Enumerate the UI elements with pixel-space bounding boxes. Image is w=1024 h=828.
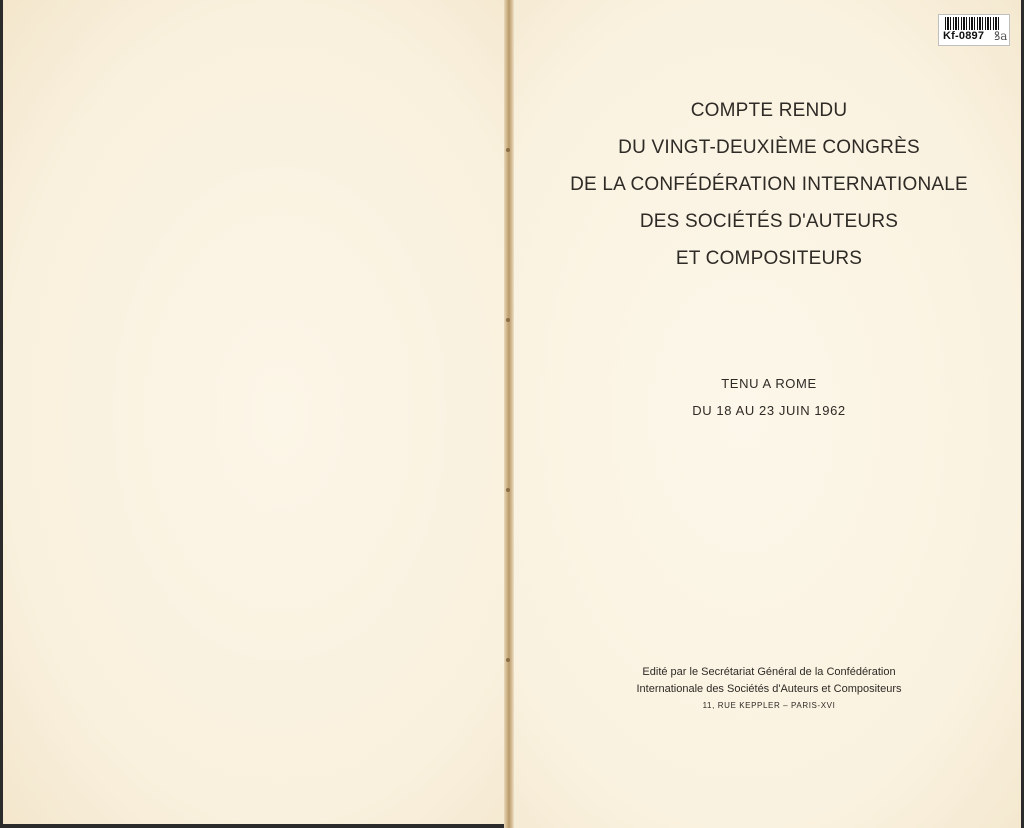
title-line: DE LA CONFÉDÉRATION INTERNATIONALE [570, 174, 968, 195]
shelf-code: Kf-0897 [943, 30, 985, 42]
binding-stitch [506, 488, 510, 492]
binding-stitch [506, 318, 510, 322]
document-title [514, 92, 1024, 277]
publisher-address: 11, RUE KEPPLER – PARIS-XVI [702, 701, 836, 710]
publisher-line: Internationale des Sociétés d'Auteurs et Compositeurs [636, 683, 902, 695]
venue-and-dates [514, 370, 1024, 424]
title-line: COMPTE RENDU [690, 100, 848, 121]
title-line: DU VINGT-DEUXIÈME CONGRÈS [618, 137, 920, 158]
handwritten-mark: ꝸa [994, 29, 1008, 43]
venue-line: TENU A ROME [721, 376, 817, 391]
title-line: DES SOCIÉTÉS D'AUTEURS [639, 211, 899, 232]
dates-line: DU 18 AU 23 JUIN 1962 [692, 403, 846, 418]
publisher-imprint [514, 664, 1024, 713]
barcode-icon [945, 17, 1001, 30]
publisher-line: Edité par le Secrétariat Général de la Confédération [642, 666, 896, 678]
binding-stitch [506, 658, 510, 662]
binding-stitch [506, 148, 510, 152]
book-gutter [504, 0, 514, 828]
left-blank-page [0, 0, 508, 828]
title-line: ET COMPOSITEURS [675, 248, 863, 269]
